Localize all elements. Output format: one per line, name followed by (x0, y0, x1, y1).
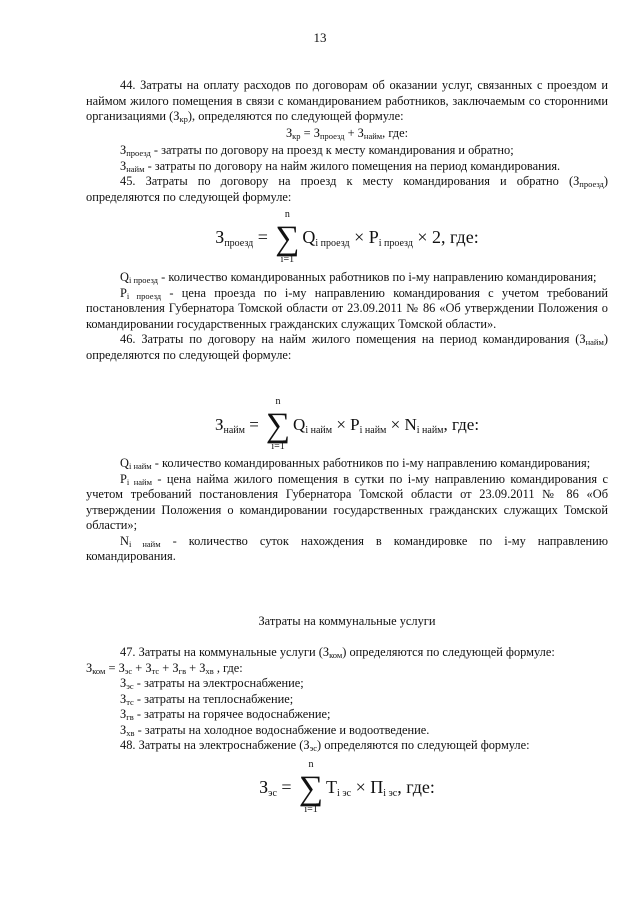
definition-46-n: $N_{i найм}$ - количество суток нахождения в командировке по i-му направлению командирования. (86, 533, 608, 563)
paragraph-47-text: 47. Затраты на коммунальные услуги $(З_{ком})$ определяются по следующей формуле: (120, 645, 555, 660)
definition-hv: $З_{хв}$ - затраты на холодное водоснабжение и водоотведение. (120, 722, 430, 738)
paragraph-48-text: 48. Затраты на электроснабжение $(З_{эс})$ определяются по следующей формуле: (120, 738, 530, 753)
summation-sign: n ∑ i=1 (298, 759, 324, 815)
formula-48: $З_{эс}$ = n ∑ i=1 $T_{i эс} \times П_{i эс}$, где: (259, 759, 435, 815)
paragraph-44 (86, 78, 608, 125)
formula-44: $З_{кр} = З_{проезд} + З_{найм}$, где: (285, 126, 409, 141)
formula-46: $З_{найм}$ = n ∑ i=1 $Q_{i найм} \times P_{i найм} \times N_{i найм}$, где: (214, 396, 480, 452)
formula-45: $З_{проезд}$ = n ∑ i=1 $Q_{i проезд} \times P_{i проезд} \times 2$, где: (215, 209, 479, 265)
definition-46-p: $P_{i найм}$ - цена найма жилого помещения в сутки по i-му направлению командирования с учетом требований постановления Губернатора Томской области от 23.09.2011 № 86 «Об утверждении Положения о командировании государственных гражданских служащих Томской области»; (86, 471, 608, 532)
definition-45-q: $Q_{i проезд}$ - количество командированных работников по i-му направлению командирования; (120, 270, 597, 285)
section-heading: Затраты на коммунальные услуги (258, 614, 436, 628)
definition-ts: $З_{тс}$ - затраты на теплоснабжение; (120, 691, 294, 707)
summation-sign: n ∑ i=1 (275, 209, 300, 265)
definition-46-q: $Q_{i найм}$ - количество командированных работников по i-му направлению командирования; (120, 456, 591, 471)
definitions-44 (86, 143, 608, 205)
definition-es: $З_{эс}$ - затраты на электроснабжение; (120, 676, 304, 691)
summation-sign: n ∑ i=1 (265, 396, 291, 452)
definition-45-p: $P_{i проезд}$ - цена проезда по i-му направлению командирования с учетом требований постановления Губернатора Томской области от 23.09.2011 № 86 «Об утверждении Положения о командировании государственных гражданских служащих Томской области». (86, 285, 608, 331)
definition-naym: $З_{найм}$ - затраты по договору на найм жилого помещения на период командирования. (120, 158, 561, 174)
formula-47: $З_{ком} = З_{эс} + З_{тс} + З_{гв} + З_{хв}$ , где: (86, 660, 243, 676)
paragraph-47 (86, 645, 608, 754)
paragraph-44-text: 44. Затраты на оплату расходов по договорам об оказании услуг, связанных с проездом и наймом жилого помещения в связи с командированием работников, заключаемым со сторонними организациями $(З_{кр})$, определяются по следующей формуле: (86, 78, 608, 124)
definitions-45 (86, 270, 608, 363)
definition-proezd: $З_{проезд}$ - затраты по договору на проезд к месту командирования и обратно; (120, 143, 514, 158)
paragraph-45-text: 45. Затраты по договору на проезд к месту командирования и обратно $(З_{проезд})$ определяются по следующей формуле: (86, 174, 608, 204)
definitions-46 (86, 456, 608, 565)
page-number: 13 (313, 30, 327, 45)
paragraph-46-text: 46. Затраты по договору на найм жилого помещения на период командирования $(З_{найм})$ определяются по следующей формуле: (86, 332, 608, 362)
definition-gv: $З_{гв}$ - затраты на горячее водоснабжение; (120, 707, 331, 722)
